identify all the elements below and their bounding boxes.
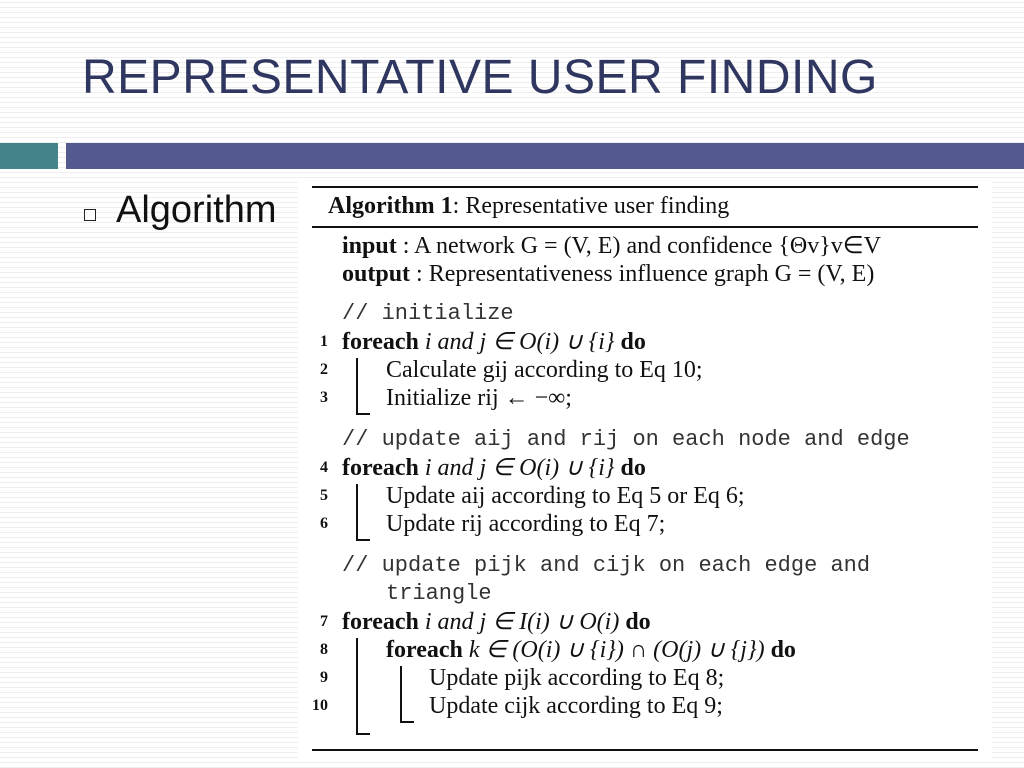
algorithm-line-1: 1 foreach i and j ∈ O(i) ∪ {i} do — [320, 329, 646, 355]
algorithm-number: Algorithm 1 — [328, 193, 453, 219]
algorithm-top-rule — [312, 186, 978, 188]
block-foot-1 — [356, 413, 370, 415]
bullet-text: Algorithm — [116, 189, 277, 231]
algorithm-caption: : Representative user finding — [452, 193, 730, 219]
comment-initialize: // initialize — [342, 301, 514, 326]
comment-update-a-r: // update aij and rij on each node and edge — [342, 427, 910, 452]
algorithm-line-9: 9 Update pijk according to Eq 8; — [320, 665, 725, 691]
algorithm-line-8: 8 foreach k ∈ (O(i) ∪ {i}) ∩ (O(j) ∪ {j}) do — [320, 637, 796, 663]
algorithm-header — [298, 192, 992, 220]
input-label: input — [342, 233, 397, 259]
bullet-square-icon — [84, 209, 96, 221]
input-text: : A network G = (V, E) and confidence {Θv}v∈V — [402, 233, 881, 259]
algorithm-line-6: 6 Update rij according to Eq 7; — [320, 511, 666, 537]
algorithm-line-2: 2 Calculate gij according to Eq 10; — [320, 357, 703, 383]
algorithm-input-line — [298, 232, 992, 260]
algorithm-output-line — [298, 260, 992, 288]
title-accent-band-indigo — [66, 143, 1024, 169]
algorithm-line-10: 10 Update cijk according to Eq 9; — [312, 693, 723, 719]
block-foot-4 — [400, 721, 414, 723]
title-accent-band-teal — [0, 143, 58, 169]
block-bar-3 — [356, 638, 358, 734]
output-label: output — [342, 261, 411, 287]
comment-update-p-c-cont: triangle — [386, 581, 492, 606]
block-bar-2 — [356, 484, 358, 540]
block-foot-3 — [356, 733, 370, 735]
algorithm-header-rule — [312, 226, 978, 228]
slide-title: REPRESENTATIVE USER FINDING — [82, 51, 878, 104]
block-foot-2 — [356, 539, 370, 541]
block-bar-1 — [356, 358, 358, 414]
algorithm-box — [298, 178, 992, 758]
algorithm-line-5: 5 Update aij according to Eq 5 or Eq 6; — [320, 483, 745, 509]
algorithm-line-7: 7 foreach i and j ∈ I(i) ∪ O(i) do — [320, 609, 651, 635]
algorithm-line-4: 4 foreach i and j ∈ O(i) ∪ {i} do — [320, 455, 646, 481]
algorithm-bottom-rule — [312, 749, 978, 751]
algorithm-line-3: 3 Initialize rij ← −∞; — [320, 385, 572, 411]
comment-update-p-c: // update pijk and cijk on each edge and — [342, 553, 871, 578]
block-bar-4 — [400, 666, 402, 722]
output-text: : Representativeness influence graph G = (V, E) — [416, 261, 875, 287]
